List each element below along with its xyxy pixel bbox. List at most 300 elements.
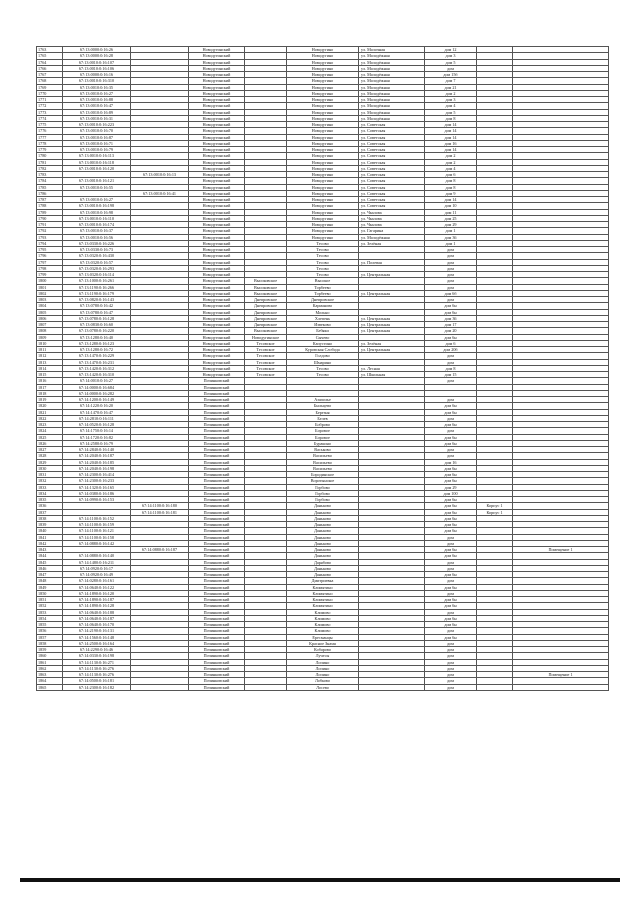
locality-cell: Дмитриевка (287, 578, 359, 584)
row-number-cell: 1837 (37, 509, 63, 515)
cadastral-number-cell: 67:13:0010:0:16:223 (63, 122, 131, 128)
row-number-cell: 1768 (37, 78, 63, 84)
cadastral-number-cell: 67:14:2840:0:16:140 (63, 447, 131, 453)
cadastral-number-cell: 67:13:0330:0:16:226 (63, 240, 131, 246)
row-number-cell: 1843 (37, 547, 63, 553)
row-number-cell: 1853 (37, 609, 63, 615)
cadastral-number-cell: 67:13:1470:0:16:229 (63, 353, 131, 359)
street-cell: ул. Молодёжная (359, 78, 425, 84)
settlement-cell: Высоковское (245, 284, 287, 290)
district-cell: Новодугинский (189, 347, 245, 353)
cadastral-number-cell: 67:14:0000:0:16:282 (63, 390, 131, 396)
row-number-cell: 1859 (37, 647, 63, 653)
row-number-cell: 1792 (37, 228, 63, 234)
district-cell: Починковский (189, 665, 245, 671)
district-cell: Починковский (189, 497, 245, 503)
house-cell: дом (425, 247, 477, 253)
row-number-cell: 1795 (37, 247, 63, 253)
district-cell: Починковский (189, 609, 245, 615)
street-cell: ул. Молодёжная (359, 84, 425, 90)
district-cell: Починковский (189, 484, 245, 490)
row-number-cell: 1776 (37, 128, 63, 134)
locality-cell: Лопино (287, 665, 359, 671)
district-cell: Починковский (189, 403, 245, 409)
cadastral-number-cell: 67:13:0000:0:16:26 (63, 47, 131, 53)
street-cell: ул. Центральная (359, 290, 425, 296)
locality-cell: Бебяки (287, 328, 359, 334)
settlement-cell: Высоковское (245, 278, 287, 284)
locality-cell: Буракино (287, 440, 359, 446)
row-number-cell: 1861 (37, 659, 63, 665)
district-cell: Новодугинский (189, 290, 245, 296)
house-cell: дом (425, 253, 477, 259)
district-cell: Новодугинский (189, 153, 245, 159)
house-cell: дом (425, 65, 477, 71)
cadastral-number-cell: 67:13:1420:0:16:310 (63, 372, 131, 378)
cadastral-number-cell: 67:14:1470:0:16:47 (63, 409, 131, 415)
house-cell: дом 9 (425, 190, 477, 196)
locality-cell: Даньково (287, 528, 359, 534)
locality-cell: Даньково (287, 553, 359, 559)
cadastral-number-cell: 67:13:0780:0:16:42 (63, 303, 131, 309)
locality-cell: Новодугино (287, 134, 359, 140)
locality-cell: Боровое (287, 428, 359, 434)
district-cell: Новодугинский (189, 365, 245, 371)
cadastral-number-cell: 67:14:1220:0:16:20 (63, 403, 131, 409)
cadastral-number-cell: 67:14:1130:0:16:276 (63, 672, 131, 678)
settlement-cell: Днепровское (245, 322, 287, 328)
house-cell: дом 12 (425, 47, 477, 53)
row-number-cell: 1785 (37, 184, 63, 190)
locality-cell: Тесово (287, 265, 359, 271)
cadastral-number-cell: 67:14:1890:0:16:187 (63, 597, 131, 603)
street-cell: ул. Молодёжная (359, 97, 425, 103)
locality-cell: Тесово (287, 272, 359, 278)
cadastral-number-cell: 67:14:2040:0:16:198 (63, 465, 131, 471)
house-cell: дом 36 (425, 234, 477, 240)
street-cell: ул. Советская (359, 172, 425, 178)
locality-cell: Быльцево (287, 403, 359, 409)
locality-cell: Азаполье (287, 397, 359, 403)
locality-cell: Даньково (287, 503, 359, 509)
district-cell: Починковский (189, 597, 245, 603)
row-number-cell: 1812 (37, 353, 63, 359)
district-cell: Новодугинский (189, 172, 245, 178)
cadastral-number-cell: 67:14:1320:0:16:165 (63, 484, 131, 490)
district-cell: Новодугинский (189, 328, 245, 334)
cadastral-number-cell: 67:13:0010:0:16:198 (63, 203, 131, 209)
house-cell: дом 6н (425, 472, 477, 478)
row-number-cell: 1838 (37, 515, 63, 521)
locality-cell: Лобково (287, 678, 359, 684)
cadastral-number-cell: 67:14:1100:0:16:152 (63, 515, 131, 521)
house-cell: дом 8 (425, 178, 477, 184)
street-cell: ул. Советская (359, 178, 425, 184)
house-cell: дом 8 (425, 365, 477, 371)
cadastral-number-cell: 67:14:1130:0:16:271 (63, 659, 131, 665)
district-cell: Починковский (189, 503, 245, 509)
locality-cell: Куровская Слобода (287, 347, 359, 353)
cadastral-number-cell: 67:13:0820:0:16:143 (63, 297, 131, 303)
settlement-cell: Днепровское (245, 309, 287, 315)
cadastral-number-cell: 67:13:0010:0:16:55 (63, 184, 131, 190)
locality-cell: Климятино (287, 597, 359, 603)
locality-cell: Высокое (287, 278, 359, 284)
locality-cell: Капустино (287, 340, 359, 346)
district-cell: Починковский (189, 584, 245, 590)
district-cell: Починковский (189, 434, 245, 440)
house-cell: дом (425, 628, 477, 634)
row-number-cell: 1831 (37, 472, 63, 478)
cadastral-number-cell: 67:14:0640:0:16:187 (63, 615, 131, 621)
row-number-cell: 1787 (37, 197, 63, 203)
locality-cell: Карманово (287, 303, 359, 309)
house-cell: дом 6н (425, 597, 477, 603)
district-cell: Новодугинский (189, 278, 245, 284)
district-cell: Новодугинский (189, 178, 245, 184)
row-number-cell: 1836 (37, 503, 63, 509)
district-cell: Новодугинский (189, 109, 245, 115)
house-cell: дом 16 (425, 140, 477, 146)
locality-cell: Новодугино (287, 140, 359, 146)
house-cell: дом 14 (425, 134, 477, 140)
locality-cell: Климово (287, 615, 359, 621)
row-number-cell: 1839 (37, 522, 63, 528)
house-cell: дом (425, 534, 477, 540)
house-cell: дом 8 (425, 115, 477, 121)
house-cell: дом 6н (425, 634, 477, 640)
house-cell: дом 6н (425, 422, 477, 428)
cadastral-number-cell: 67:14:0000:0:16:684 (63, 384, 131, 390)
street-cell: ул. Молодёжная (359, 72, 425, 78)
locality-cell: Лосево (287, 684, 359, 690)
street-cell: ул. Центральная (359, 328, 425, 334)
district-cell: Новодугинский (189, 372, 245, 378)
row-number-cell: 1852 (37, 603, 63, 609)
cadastral-number-cell: 67:14:0920:0:16:17 (63, 565, 131, 571)
row-number-cell: 1793 (37, 234, 63, 240)
locality-cell: Новодугино (287, 172, 359, 178)
row-number-cell: 1779 (37, 147, 63, 153)
cadastral-number-cell: 67:14:1750:0:16:14 (63, 428, 131, 434)
cadastral-number-cell: 67:13:0010:0:16:37 (63, 228, 131, 234)
cadastral-number-cell: 67:14:2300:0:16:233 (63, 478, 131, 484)
locality-cell: Голдово (287, 353, 359, 359)
row-number-cell: 1833 (37, 484, 63, 490)
cadastral-number-cell: 67:14:0330:0:16:198 (63, 653, 131, 659)
district-cell: Новодугинский (189, 103, 245, 109)
row-number-cell: 1803 (37, 297, 63, 303)
row-number-cell: 1830 (37, 465, 63, 471)
district-cell: Починковский (189, 478, 245, 484)
house-cell: дом 3 (425, 97, 477, 103)
locality-cell: Новодугино (287, 215, 359, 221)
cadastral-number-cell: 67:13:1280:0:16:72 (63, 347, 131, 353)
row-number-cell: 1817 (37, 384, 63, 390)
locality-cell: Тесово (287, 372, 359, 378)
cadastral-number-cell: 67:14:2300:0:16:414 (63, 472, 131, 478)
row-number-cell: 1763 (37, 47, 63, 53)
row-number-cell: 1775 (37, 122, 63, 128)
house-cell: дом 3 (425, 53, 477, 59)
district-cell: Новодугинский (189, 222, 245, 228)
cadastral-number-cell: 67:14:0640:0:16:188 (63, 609, 131, 615)
cadastral-number-cell: 67:13:0010:0:16:120 (63, 165, 131, 171)
locality-cell: Лопино (287, 672, 359, 678)
house-cell: дом 6н (425, 509, 477, 515)
district-cell: Новодугинский (189, 240, 245, 246)
row-number-cell: 1802 (37, 290, 63, 296)
house-cell: дом 4 (425, 103, 477, 109)
cadastral-number-cell: 67:13:0010:0:16:31 (63, 115, 131, 121)
row-number-cell: 1798 (37, 265, 63, 271)
house-cell: дом 6б (425, 290, 477, 296)
table-row (37, 684, 609, 690)
house-cell: дом 29 (425, 484, 477, 490)
district-cell: Починковский (189, 422, 245, 428)
cadastral-number-cell: 67:13:1000:0:16:261 (63, 278, 131, 284)
row-number-cell: 1832 (37, 478, 63, 484)
locality-cell: Боровое (287, 434, 359, 440)
settlement-cell: Тесовское (245, 372, 287, 378)
district-cell: Новодугинский (189, 284, 245, 290)
house-cell: дом 6н (425, 603, 477, 609)
row-number-cell: 1835 (37, 497, 63, 503)
house-cell: дом 15б (425, 72, 477, 78)
cadastral-number-cell: 67:13:0010:0:16:70 (63, 128, 131, 134)
row-number-cell: 1797 (37, 259, 63, 265)
house-cell: дом 6н (425, 515, 477, 521)
house-cell: дом 25 (425, 215, 477, 221)
settlement-cell: Днепровское (245, 297, 287, 303)
district-cell: Починковский (189, 409, 245, 415)
row-number-cell: 1782 (37, 165, 63, 171)
row-number-cell: 1777 (37, 134, 63, 140)
house-cell: дом 6н (425, 553, 477, 559)
street-cell: ул. Лесная (359, 365, 425, 371)
house-cell: дом (425, 259, 477, 265)
premises-cell (513, 684, 609, 690)
house-cell: дом (425, 684, 477, 690)
cadastral-number-cell: 67:13:0830:0:16:60 (63, 322, 131, 328)
cadastral-number-cell: 67:14:2300:0:16:182 (63, 684, 131, 690)
row-number-cell: 1865 (37, 684, 63, 690)
row-number-cell: 1815 (37, 372, 63, 378)
house-cell: дом 36 (425, 315, 477, 321)
row-number-cell: 1857 (37, 634, 63, 640)
cadastral-number-cell: 67:13:0000:0:16:16 (63, 72, 131, 78)
settlement-cell: Тесовское (245, 353, 287, 359)
street-cell: ул. Молодёжная (359, 103, 425, 109)
locality-cell: Тесово (287, 365, 359, 371)
district-cell: Починковский (189, 509, 245, 515)
row-number-cell: 1781 (37, 159, 63, 165)
locality-cell: Даньково (287, 509, 359, 515)
house-cell: дом 20 (425, 328, 477, 334)
locality-cell: Кобарово (287, 647, 359, 653)
cadastral-number-cell: 67:14:1560:0:16:148 (63, 634, 131, 640)
street-cell: ул. Советская (359, 197, 425, 203)
row-number-cell: 1851 (37, 597, 63, 603)
cadastral-number-cell: 67:14:0010:0:16:27 (63, 378, 131, 384)
house-cell: дом 6н (425, 303, 477, 309)
house-cell: дом 2 (425, 90, 477, 96)
locality-cell: Новодугино (287, 228, 359, 234)
district-cell: Починковский (189, 390, 245, 396)
house-cell: дом (425, 665, 477, 671)
row-number-cell: 1825 (37, 434, 63, 440)
district-cell: Починковский (189, 534, 245, 540)
house-cell: дом 6н (425, 309, 477, 315)
locality-cell: Новодугино (287, 165, 359, 171)
locality-cell: Новодугино (287, 78, 359, 84)
street-cell: ул. Центральная (359, 315, 425, 321)
house-cell: дом 11 (425, 209, 477, 215)
street-cell: ул. Советская (359, 184, 425, 190)
district-cell: Новодугинский (189, 203, 245, 209)
cadastral-number-cell: 67:13:0780:0:16:128 (63, 315, 131, 321)
district-cell: Починковский (189, 528, 245, 534)
district-cell: Починковский (189, 459, 245, 465)
row-number-cell: 1806 (37, 315, 63, 321)
house-cell: дом (425, 297, 477, 303)
cadastral-number-cell: 67:14:0880:0:16:142 (63, 540, 131, 546)
locality-cell: Новодугино (287, 115, 359, 121)
cadastral-number-cell: 67:14:0880:0:16:140 (63, 553, 131, 559)
locality-cell: Новодугино (287, 103, 359, 109)
cadastral-number-cell: 67:13:1280:0:16:123 (63, 340, 131, 346)
settlement-cell: Высоковское (245, 328, 287, 334)
district-cell: Новодугинский (189, 147, 245, 153)
locality-cell: Днепровское (287, 297, 359, 303)
district-cell: Починковский (189, 653, 245, 659)
settlement-cell: Тесовское (245, 347, 287, 353)
locality-cell: Бородинское (287, 472, 359, 478)
district-cell: Починковский (189, 522, 245, 528)
street-cell: ул. Молодёжная (359, 59, 425, 65)
street-cell: ул. Молодёжная (359, 65, 425, 71)
locality-cell: Даньково (287, 572, 359, 578)
house-cell: дом 16 (425, 459, 477, 465)
house-cell: дом (425, 653, 477, 659)
house-cell: дом 6н (425, 497, 477, 503)
locality-cell: Новодугино (287, 184, 359, 190)
cadastral-number-cell: 67:13:0320:0:16:293 (63, 265, 131, 271)
locality-cell: Даньково (287, 522, 359, 528)
district-cell: Новодугинский (189, 353, 245, 359)
cadastral-number-cell: 67:14:1890:0:16:120 (63, 590, 131, 596)
row-number-cell: 1818 (37, 390, 63, 396)
settlement-cell: Днепровское (245, 303, 287, 309)
district-cell: Новодугинский (189, 165, 245, 171)
locality-cell: Горбово (287, 497, 359, 503)
cadastral-number-cell: 67:13:0010:0:16:118 (63, 159, 131, 165)
cadastral-number-cell: 67:13:0010:0:16:79 (63, 147, 131, 153)
cadastral-number-alt-cell: 67:13:0010:0:16:13 (131, 172, 189, 178)
district-cell: Починковский (189, 378, 245, 384)
house-cell: дом 2 (425, 159, 477, 165)
cadastral-number-alt-cell: 67:14:1100:0:16:180 (131, 503, 189, 509)
cadastral-number-cell: 67:14:2810:0:16:111 (63, 415, 131, 421)
row-number-cell: 1799 (37, 272, 63, 278)
settlement-cell: Высоковское (245, 290, 287, 296)
cadastral-number-cell: 67:13:1470:0:16:231 (63, 359, 131, 365)
row-number-cell: 1826 (37, 440, 63, 446)
street-cell: ул. Молодёжная (359, 109, 425, 115)
house-cell: дом (425, 284, 477, 290)
street-cell: ул. Школьная (359, 372, 425, 378)
district-cell: Новодугинский (189, 128, 245, 134)
district-cell: Починковский (189, 640, 245, 646)
house-cell: дом 6н (425, 403, 477, 409)
locality-cell: Васильево (287, 453, 359, 459)
house-cell: дом (425, 590, 477, 596)
locality-cell: Климятино (287, 590, 359, 596)
house-cell: дом 15 (425, 372, 477, 378)
district-cell: Новодугинский (189, 47, 245, 53)
house-cell: дом (425, 272, 477, 278)
locality-cell: Тесово (287, 259, 359, 265)
row-number-cell: 1780 (37, 153, 63, 159)
row-number-cell: 1808 (37, 328, 63, 334)
district-cell: Починковский (189, 559, 245, 565)
house-cell: дом 14 (425, 197, 477, 203)
row-number-cell: 1819 (37, 397, 63, 403)
cadastral-number-cell: 67:13:0010:0:16:106 (63, 65, 131, 71)
locality-cell: Новодугино (287, 234, 359, 240)
district-cell: Новодугинский (189, 159, 245, 165)
locality-cell: Ересманцы (287, 634, 359, 640)
street-cell: ул. Советская (359, 147, 425, 153)
house-cell: дом (425, 659, 477, 665)
cadastral-number-cell: 67:13:0000:0:16:28 (63, 53, 131, 59)
cadastral-number-cell: 67:14:1100:0:16:158 (63, 534, 131, 540)
settlement-cell: Новодугинское (245, 334, 287, 340)
house-cell: дом 100 (425, 490, 477, 496)
district-cell: Новодугинский (189, 197, 245, 203)
cadastral-number-cell: 67:13:0010:0:16:310 (63, 78, 131, 84)
row-number-cell: 1862 (37, 665, 63, 671)
locality-cell: Лучесы (287, 653, 359, 659)
district-cell: Новодугинский (189, 140, 245, 146)
settlement-cell: Тесовское (245, 340, 287, 346)
district-cell: Починковский (189, 490, 245, 496)
street-cell: ул. Центральная (359, 347, 425, 353)
locality-cell: Новодугино (287, 72, 359, 78)
district-cell: Починковский (189, 647, 245, 653)
row-number-cell: 1789 (37, 209, 63, 215)
locality-cell: Новодугино (287, 222, 359, 228)
house-cell: дом 5 (425, 109, 477, 115)
district-cell: Починковский (189, 472, 245, 478)
district-cell: Новодугинский (189, 303, 245, 309)
district-cell: Новодугинский (189, 215, 245, 221)
district-cell: Починковский (189, 553, 245, 559)
district-cell: Починковский (189, 622, 245, 628)
locality-cell: Васильево (287, 465, 359, 471)
house-cell: дом 14 (425, 147, 477, 153)
house-cell: дом 7 (425, 78, 477, 84)
district-cell: Починковский (189, 684, 245, 690)
locality-cell: Шмарино (287, 359, 359, 365)
house-cell: дом 4 (425, 165, 477, 171)
house-cell: дом 17 (425, 322, 477, 328)
cadastral-number-cell: 67:13:0010:0:16:47 (63, 103, 131, 109)
cadastral-number-cell: 67:14:1720:0:16:82 (63, 434, 131, 440)
row-number-cell: 1847 (37, 572, 63, 578)
house-cell: дом (425, 578, 477, 584)
locality-cell: Воротынское (287, 478, 359, 484)
